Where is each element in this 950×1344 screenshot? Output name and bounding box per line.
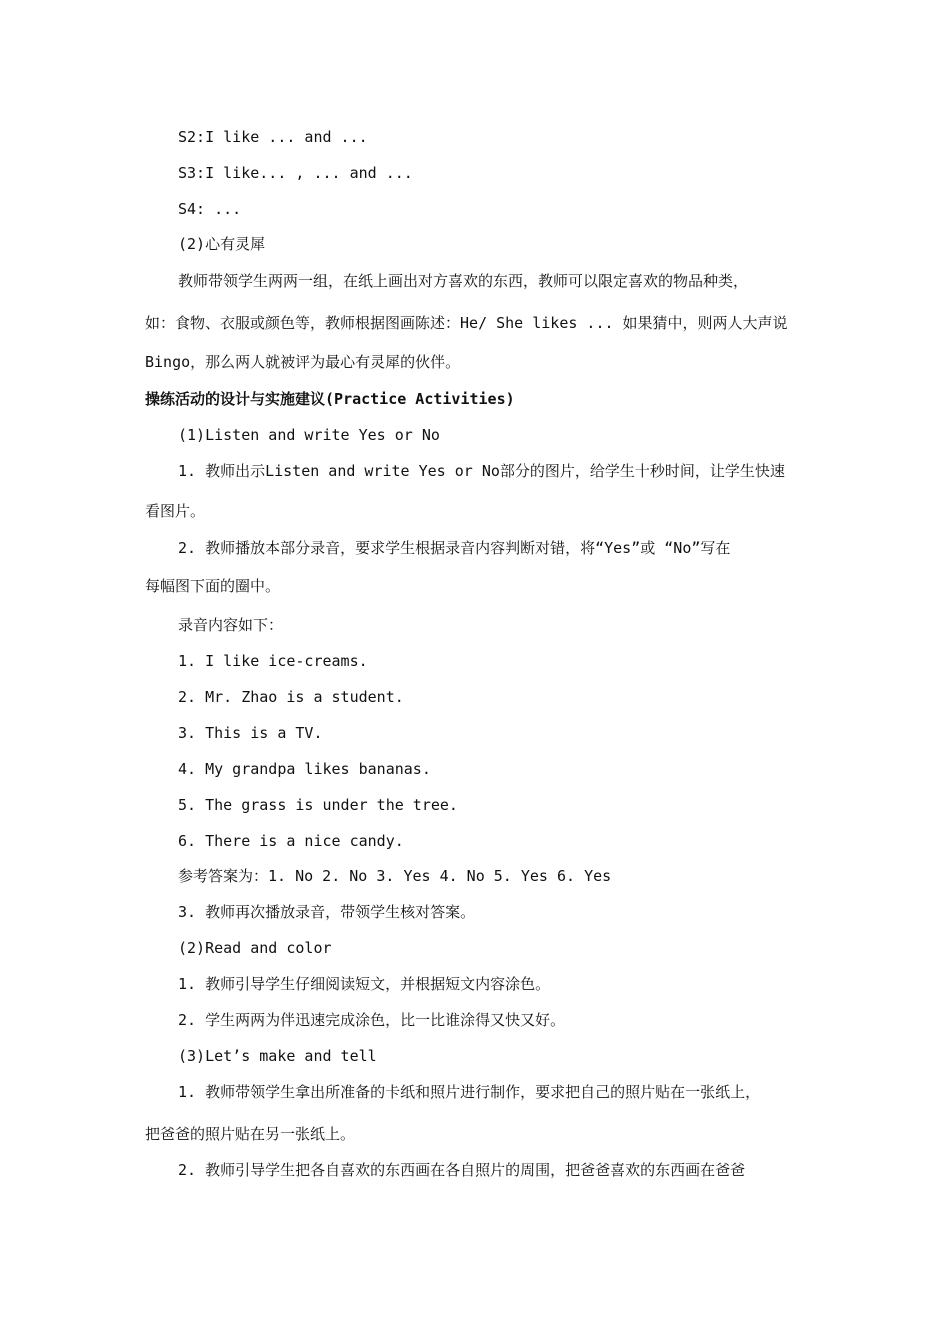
- paragraph-line: 如：食物、衣服或颜色等，教师根据图画陈述：He/ She likes ... 如果猜中，则两人大声说: [145, 314, 788, 332]
- paragraph-line: 2. 教师播放本部分录音，要求学生根据录音内容判断对错，将“Yes”或 “No”写在: [178, 539, 731, 557]
- answer-key: 参考答案为：1. No 2. No 3. Yes 4. No 5. Yes 6. Yes: [178, 867, 612, 885]
- dialogue-line-s3: S3:I like... , ... and ...: [178, 164, 413, 182]
- list-item: 4. My grandpa likes bananas.: [178, 760, 431, 778]
- list-item: 6. There is a nice candy.: [178, 832, 404, 850]
- paragraph-line: 看图片。: [145, 502, 206, 520]
- paragraph-line: 2. 学生两两为伴迅速完成涂色，比一比谁涂得又快又好。: [178, 1011, 566, 1029]
- paragraph-line: 3. 教师再次播放录音，带领学生核对答案。: [178, 903, 476, 921]
- activity-title-1: (1)Listen and write Yes or No: [178, 426, 440, 444]
- list-item: 1. I like ice-creams.: [178, 652, 368, 670]
- activity-title-2: (2)心有灵犀: [178, 235, 266, 253]
- activity-title-3: (3)Let’s make and tell: [178, 1047, 377, 1065]
- paragraph-line: 1. 教师引导学生仔细阅读短文，并根据短文内容涂色。: [178, 975, 551, 993]
- paragraph-line: 1. 教师出示Listen and write Yes or No部分的图片，给学生十秒时间，让学生快速: [178, 462, 785, 480]
- paragraph-line: 教师带领学生两两一组，在纸上画出对方喜欢的东西，教师可以限定喜欢的物品种类，: [178, 272, 749, 290]
- dialogue-line-s4: S4: ...: [178, 200, 242, 218]
- dialogue-line-s2: S2:I like ... and ...: [178, 128, 368, 146]
- paragraph-line: 1. 教师带领学生拿出所准备的卡纸和照片进行制作，要求把自己的照片贴在一张纸上，: [178, 1083, 761, 1101]
- list-item: 5. The grass is under the tree.: [178, 796, 458, 814]
- section-heading: 操练活动的设计与实施建议(Practice Activities): [145, 390, 515, 408]
- activity-title-2: (2)Read and color: [178, 939, 332, 957]
- paragraph-line: Bingo，那么两人就被评为最心有灵犀的伙伴。: [145, 353, 461, 371]
- paragraph-line: 把爸爸的照片贴在另一张纸上。: [145, 1125, 356, 1143]
- paragraph-line: 录音内容如下：: [178, 616, 284, 634]
- paragraph-line: 每幅图下面的圈中。: [145, 577, 281, 595]
- paragraph-line: 2. 教师引导学生把各自喜欢的东西画在各自照片的周围，把爸爸喜欢的东西画在爸爸: [178, 1161, 746, 1179]
- list-item: 2. Mr. Zhao is a student.: [178, 688, 404, 706]
- list-item: 3. This is a TV.: [178, 724, 323, 742]
